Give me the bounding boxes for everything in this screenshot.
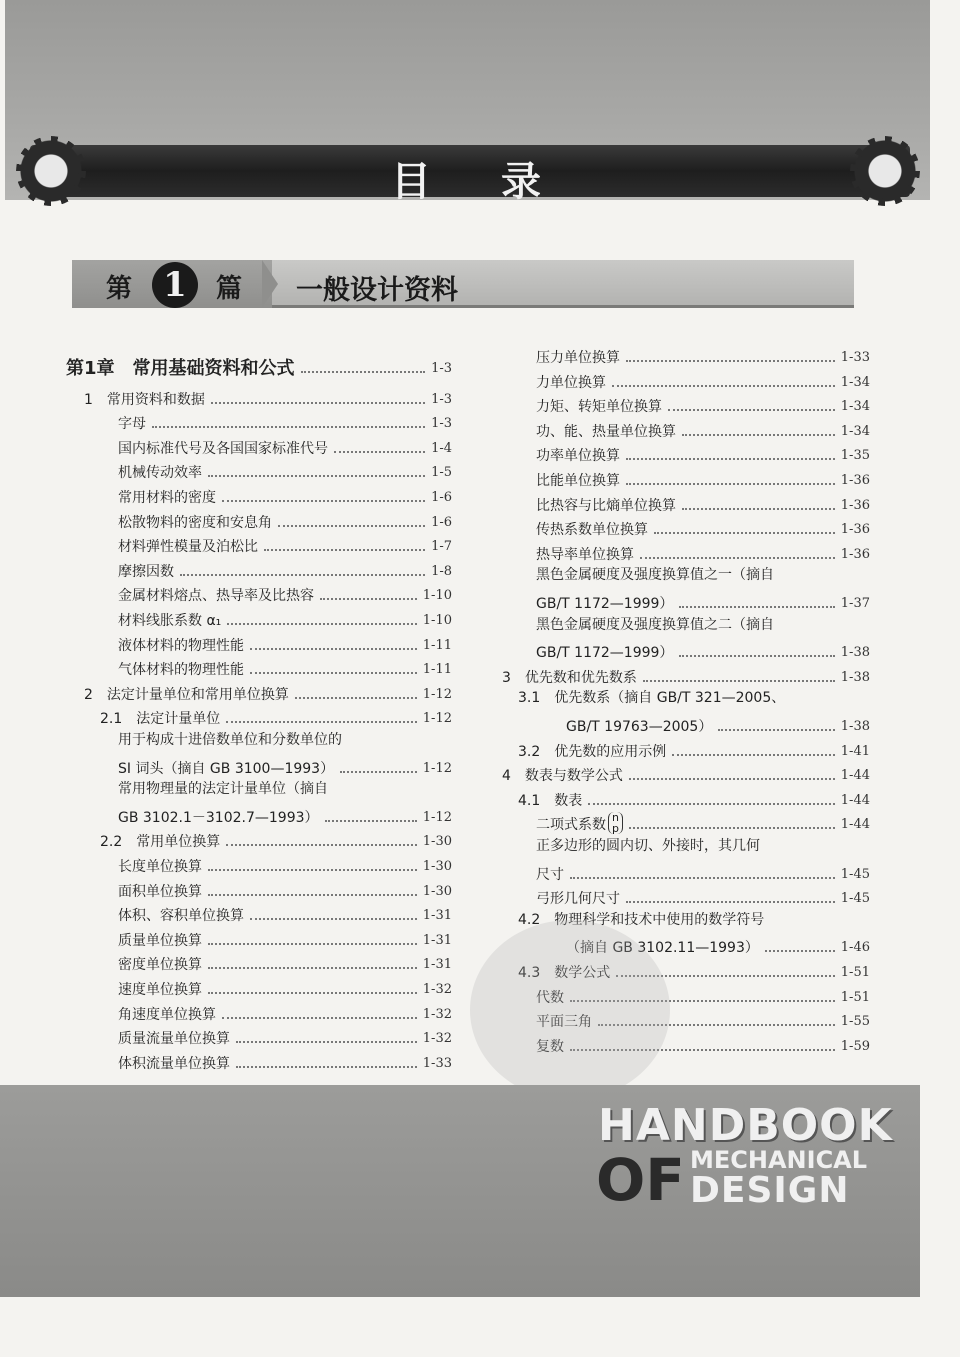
toc-entry-title: 复数	[536, 1038, 564, 1055]
toc-entry[interactable]	[536, 345, 870, 367]
toc-leader-dots	[211, 402, 425, 404]
toc-entry[interactable]	[118, 411, 452, 433]
toc-leader-dots	[250, 918, 417, 920]
toc-entry[interactable]	[502, 665, 870, 687]
toc-entry[interactable]	[118, 534, 452, 556]
toc-page-number: 1-12	[422, 686, 452, 702]
toc-entry-title: 松散物料的密度和安息角	[118, 514, 272, 531]
toc-page-number: 1-51	[840, 989, 870, 1005]
toc-line: 4.2 物理科学和技术中使用的数学符号	[518, 911, 765, 928]
toc-leader-dots	[570, 877, 835, 879]
binomial-symbol	[608, 812, 623, 834]
toc-page-number: 1-41	[840, 743, 870, 759]
toc-entry-title: 气体材料的物理性能	[118, 662, 244, 679]
toc-entry[interactable]	[118, 633, 452, 655]
toc-entry[interactable]	[118, 436, 452, 458]
toc-leader-dots	[226, 721, 417, 723]
page-title: 目 录	[391, 159, 569, 205]
watermark-seal	[470, 920, 670, 1100]
toc-entry[interactable]	[536, 419, 870, 441]
toc-entry-title: 质量单位换算	[118, 932, 202, 949]
toc-entry[interactable]	[118, 1002, 452, 1024]
toc-page-number: 1-3	[431, 391, 452, 407]
toc-entry-title: 体积流量单位换算	[118, 1055, 230, 1072]
toc-entry-title: 4.1 数表	[518, 792, 583, 809]
toc-page-number: 1-32	[422, 1006, 452, 1022]
toc-entry-title: 压力单位换算	[536, 350, 620, 366]
toc-leader-dots	[682, 434, 835, 436]
toc-leader-dots	[325, 820, 417, 822]
toc-entry[interactable]	[536, 812, 870, 834]
toc-page-number: 1-30	[422, 883, 452, 899]
toc-entry-title: 材料线胀系数 α₁	[118, 613, 222, 629]
toc-entry[interactable]	[502, 763, 870, 785]
toc-entry[interactable]	[566, 714, 870, 736]
toc-leader-dots	[588, 803, 835, 805]
toc-entry[interactable]	[100, 706, 452, 728]
toc-entry-title: 材料弹性模量及泊松比	[118, 539, 258, 556]
toc-page-number: 1-38	[840, 719, 870, 734]
part-suffix: 篇	[216, 274, 243, 304]
toc-leader-dots	[629, 827, 835, 829]
toc-page-number: 1-30	[422, 834, 452, 850]
toc-entry[interactable]	[118, 608, 452, 630]
toc-leader-dots	[626, 483, 835, 485]
toc-line: 3.1 优先数系（摘自 GB/T 321—2005、	[518, 690, 786, 707]
toc-page-number: 1-46	[840, 940, 870, 956]
toc-leader-dots	[227, 623, 416, 625]
toc-page-number: 1-38	[840, 645, 870, 661]
toc-page-number: 1-33	[840, 350, 870, 365]
toc-leader-dots	[236, 1066, 417, 1068]
part-title: 一般设计资料	[296, 275, 458, 306]
toc-entry[interactable]	[536, 640, 870, 662]
toc-leader-dots	[295, 697, 417, 699]
toc-entry[interactable]	[536, 493, 870, 515]
part-prefix: 第	[106, 274, 133, 304]
toc-leader-dots	[668, 409, 835, 411]
toc-entry-title: 面积单位换算	[118, 883, 202, 900]
toc-page-number: 1-45	[840, 866, 870, 882]
toc-page-number: 1-11	[422, 662, 452, 678]
toc-entry-title: 1 常用资料和数据	[84, 391, 205, 408]
toc-leader-dots	[264, 549, 425, 551]
toc-entry[interactable]	[536, 591, 870, 613]
toc-leader-dots	[208, 943, 417, 945]
toc-entry[interactable]	[118, 657, 452, 679]
toc-entry[interactable]	[118, 1051, 452, 1073]
toc-entry-title: 2.2 常用单位换算	[100, 834, 221, 851]
toc-leader-dots	[320, 598, 417, 600]
toc-entry[interactable]	[118, 510, 452, 532]
toc-entry-title: 2 法定计量单位和常用单位换算	[84, 686, 289, 703]
brand-of: OF	[596, 1146, 685, 1214]
toc-entry-title: 摩擦因数	[118, 563, 174, 580]
toc-page-number: 1-30	[422, 859, 452, 874]
toc-entry[interactable]	[536, 370, 870, 392]
part-number: 1	[152, 262, 198, 308]
toc-entry[interactable]	[536, 394, 870, 416]
toc-entry-title: 力矩、转矩单位换算	[536, 399, 662, 416]
toc-entry-title: 热导率单位换算	[536, 546, 634, 563]
toc-entry-title: 第1章 常用基础资料和公式	[66, 358, 295, 379]
toc-entry[interactable]	[536, 542, 870, 564]
toc-entry-title: 功、能、热量单位换算	[536, 423, 676, 440]
toc-page-number: 1-36	[840, 473, 870, 488]
toc-page-number: 1-4	[431, 440, 452, 456]
toc-entry[interactable]	[118, 977, 452, 999]
toc-entry-title: 代数	[536, 989, 564, 1006]
toc-entry-title: 比能单位换算	[536, 473, 620, 489]
toc-page-number: 1-5	[431, 465, 452, 481]
toc-page-number: 1-35	[840, 448, 870, 464]
toc-entry[interactable]	[100, 829, 452, 851]
toc-entry-title: 体积、容积单位换算	[118, 908, 244, 925]
toc-page-number: 1-31	[422, 932, 452, 948]
toc-page-number: 1-38	[840, 669, 870, 685]
toc-leader-dots	[222, 500, 425, 502]
toc-leader-dots	[612, 385, 835, 387]
toc-leader-dots	[278, 525, 425, 527]
toc-entry-title: 金属材料熔点、热导率及比热容	[118, 588, 314, 605]
toc-line: 常用物理量的法定计量单位（摘自	[118, 781, 328, 798]
toc-entry-title: 速度单位换算	[118, 982, 202, 998]
toc-page-number: 1-6	[431, 514, 452, 530]
toc-entry[interactable]	[84, 682, 452, 704]
toc-leader-dots	[208, 967, 417, 969]
toc-leader-dots	[334, 451, 425, 453]
toc-page-number: 1-7	[431, 539, 452, 555]
toc-entry-title: 比热容与比熵单位换算	[536, 497, 676, 514]
toc-entry-title: GB 3102.1－3102.7—1993）	[118, 809, 319, 826]
toc-entry-title: GB/T 1172—1999）	[536, 645, 674, 662]
toc-leader-dots	[679, 655, 834, 657]
toc-page-number: 1-44	[840, 792, 870, 808]
toc-leader-dots	[629, 778, 835, 780]
binomial-n: n	[612, 811, 619, 825]
toc-leader-dots	[643, 680, 835, 682]
toc-entry[interactable]	[536, 862, 870, 884]
toc-entry[interactable]	[518, 788, 870, 810]
toc-entry[interactable]	[118, 952, 452, 974]
toc-entry-title: 3 优先数和优先数系	[502, 669, 637, 686]
toc-entry[interactable]	[118, 756, 452, 778]
toc-page-number: 1-10	[422, 588, 452, 604]
toc-entry-title: 4 数表与数学公式	[502, 768, 623, 785]
brand-mechanical: MECHANICAL	[690, 1146, 868, 1174]
toc-entry-title: 字母	[118, 416, 146, 433]
toc-entry[interactable]	[118, 854, 452, 876]
toc-page-number: 1-34	[840, 399, 870, 415]
toc-page-number: 1-59	[840, 1038, 870, 1054]
toc-leader-dots	[765, 950, 835, 952]
toc-entry[interactable]	[536, 886, 870, 908]
toc-line: 黑色金属硬度及强度换算值之一（摘自	[536, 567, 774, 584]
toc-page-number: 1-6	[431, 490, 452, 505]
toc-leader-dots	[654, 532, 835, 534]
toc-entry[interactable]	[536, 517, 870, 539]
binomial-p: p	[612, 822, 619, 836]
toc-line: 黑色金属硬度及强度换算值之二（摘自	[536, 616, 774, 633]
toc-page-number: 1-44	[840, 768, 870, 784]
toc-entry-title: 国内标准代号及各国国家标准代号	[118, 440, 328, 457]
toc-leader-dots	[682, 508, 835, 510]
toc-leader-dots	[718, 729, 834, 731]
toc-entry[interactable]	[118, 1026, 452, 1048]
toc-entry-title: 机械传动效率	[118, 465, 202, 482]
toc-entry[interactable]	[118, 460, 452, 482]
part-label-arrow	[262, 260, 278, 308]
toc-page-number: 1-36	[840, 522, 870, 538]
toc-leader-dots	[679, 606, 834, 608]
toc-page-number: 1-10	[422, 613, 452, 628]
toc-page-number: 1-32	[422, 982, 452, 997]
toc-line: 正多边形的圆内切、外接时，其几何	[536, 838, 760, 854]
toc-entry-title: 弓形几何尺寸	[536, 891, 620, 908]
toc-entry-title: 质量流量单位换算	[118, 1031, 230, 1048]
brand-design: DESIGN	[690, 1170, 850, 1211]
toc-leader-dots	[180, 574, 425, 576]
toc-leader-dots	[626, 360, 835, 362]
toc-entry[interactable]	[118, 559, 452, 581]
toc-entry-title: SI 词头（摘自 GB 3100—1993）	[118, 760, 335, 777]
toc-leader-dots	[672, 754, 835, 756]
toc-chapter-entry[interactable]	[66, 356, 452, 378]
toc-leader-dots	[208, 894, 417, 896]
toc-page-number: 1-31	[422, 908, 452, 924]
toc-leader-dots	[250, 648, 417, 650]
toc-line: 用于构成十进倍数单位和分数单位的	[118, 732, 342, 748]
toc-page-number: 1-3	[431, 416, 452, 432]
toc-page-number: 1-55	[840, 1014, 870, 1030]
toc-page-number: 1-12	[422, 809, 452, 825]
toc-page-number: 1-31	[422, 957, 452, 973]
toc-page-number: 1-36	[840, 497, 870, 513]
toc-entry-title: 力单位换算	[536, 374, 606, 391]
toc-entry-title: GB/T 19763—2005）	[566, 719, 713, 735]
toc-entry[interactable]	[118, 485, 452, 507]
toc-leader-dots	[152, 426, 425, 428]
toc-entry[interactable]	[118, 903, 452, 925]
toc-entry-title: 液体材料的物理性能	[118, 637, 244, 654]
toc-page-number: 1-32	[422, 1031, 452, 1047]
toc-leader-dots	[626, 901, 835, 903]
toc-leader-dots	[208, 992, 417, 994]
toc-entry-title: 角速度单位换算	[118, 1006, 216, 1023]
toc-entry-title: 二项式系数	[536, 817, 606, 834]
toc-page-number: 1-34	[840, 423, 870, 439]
toc-entry-title: 尺寸	[536, 866, 564, 883]
toc-leader-dots	[236, 1041, 417, 1043]
toc-leader-dots	[301, 371, 426, 373]
toc-page-number: 1-33	[422, 1055, 452, 1071]
toc-entry-title: 常用材料的密度	[118, 490, 216, 506]
toc-entry[interactable]	[118, 928, 452, 950]
toc-page-number: 1-37	[840, 596, 870, 611]
toc-entry-title: 密度单位换算	[118, 957, 202, 974]
toc-entry-title: 功率单位换算	[536, 448, 620, 465]
toc-entry[interactable]	[536, 443, 870, 465]
toc-entry-title: 3.2 优先数的应用示例	[518, 743, 667, 760]
toc-leader-dots	[250, 672, 417, 674]
toc-leader-dots	[208, 475, 425, 477]
toc-entry-title: 2.1 法定计量单位	[100, 711, 221, 728]
toc-leader-dots	[626, 458, 835, 460]
toc-page-number: 1-51	[840, 965, 870, 980]
toc-entry[interactable]	[536, 468, 870, 490]
toc-page-number: 1-11	[422, 637, 452, 653]
toc-page-number: 1-3	[431, 361, 452, 376]
toc-page-number: 1-12	[422, 760, 452, 776]
toc-page-number: 1-36	[840, 546, 870, 562]
toc-leader-dots	[226, 844, 417, 846]
toc-leader-dots	[208, 869, 417, 871]
toc-entry[interactable]	[84, 387, 452, 409]
toc-page-number: 1-12	[422, 711, 452, 727]
toc-entry-title: 传热系数单位换算	[536, 522, 648, 539]
toc-entry-title: 4.3 数学公式	[518, 965, 611, 981]
toc-entry[interactable]	[118, 805, 452, 827]
toc-leader-dots	[340, 771, 417, 773]
toc-entry[interactable]	[518, 739, 870, 761]
toc-entry[interactable]	[118, 879, 452, 901]
toc-entry-title: GB/T 1172—1999）	[536, 596, 674, 612]
toc-page-number: 1-34	[840, 374, 870, 390]
toc-leader-dots	[222, 1017, 417, 1019]
toc-entry-title: 平面三角	[536, 1014, 592, 1031]
brand-handbook: HANDBOOK	[598, 1100, 893, 1151]
toc-page-number: 1-8	[431, 563, 452, 579]
toc-entry-title: （摘自 GB 3102.11—1993）	[566, 940, 759, 957]
toc-entry-title: 长度单位换算	[118, 859, 202, 875]
toc-leader-dots	[640, 557, 835, 559]
toc-page-number: 1-44	[840, 817, 870, 833]
toc-page-number: 1-45	[840, 891, 870, 907]
toc-entry[interactable]	[118, 583, 452, 605]
